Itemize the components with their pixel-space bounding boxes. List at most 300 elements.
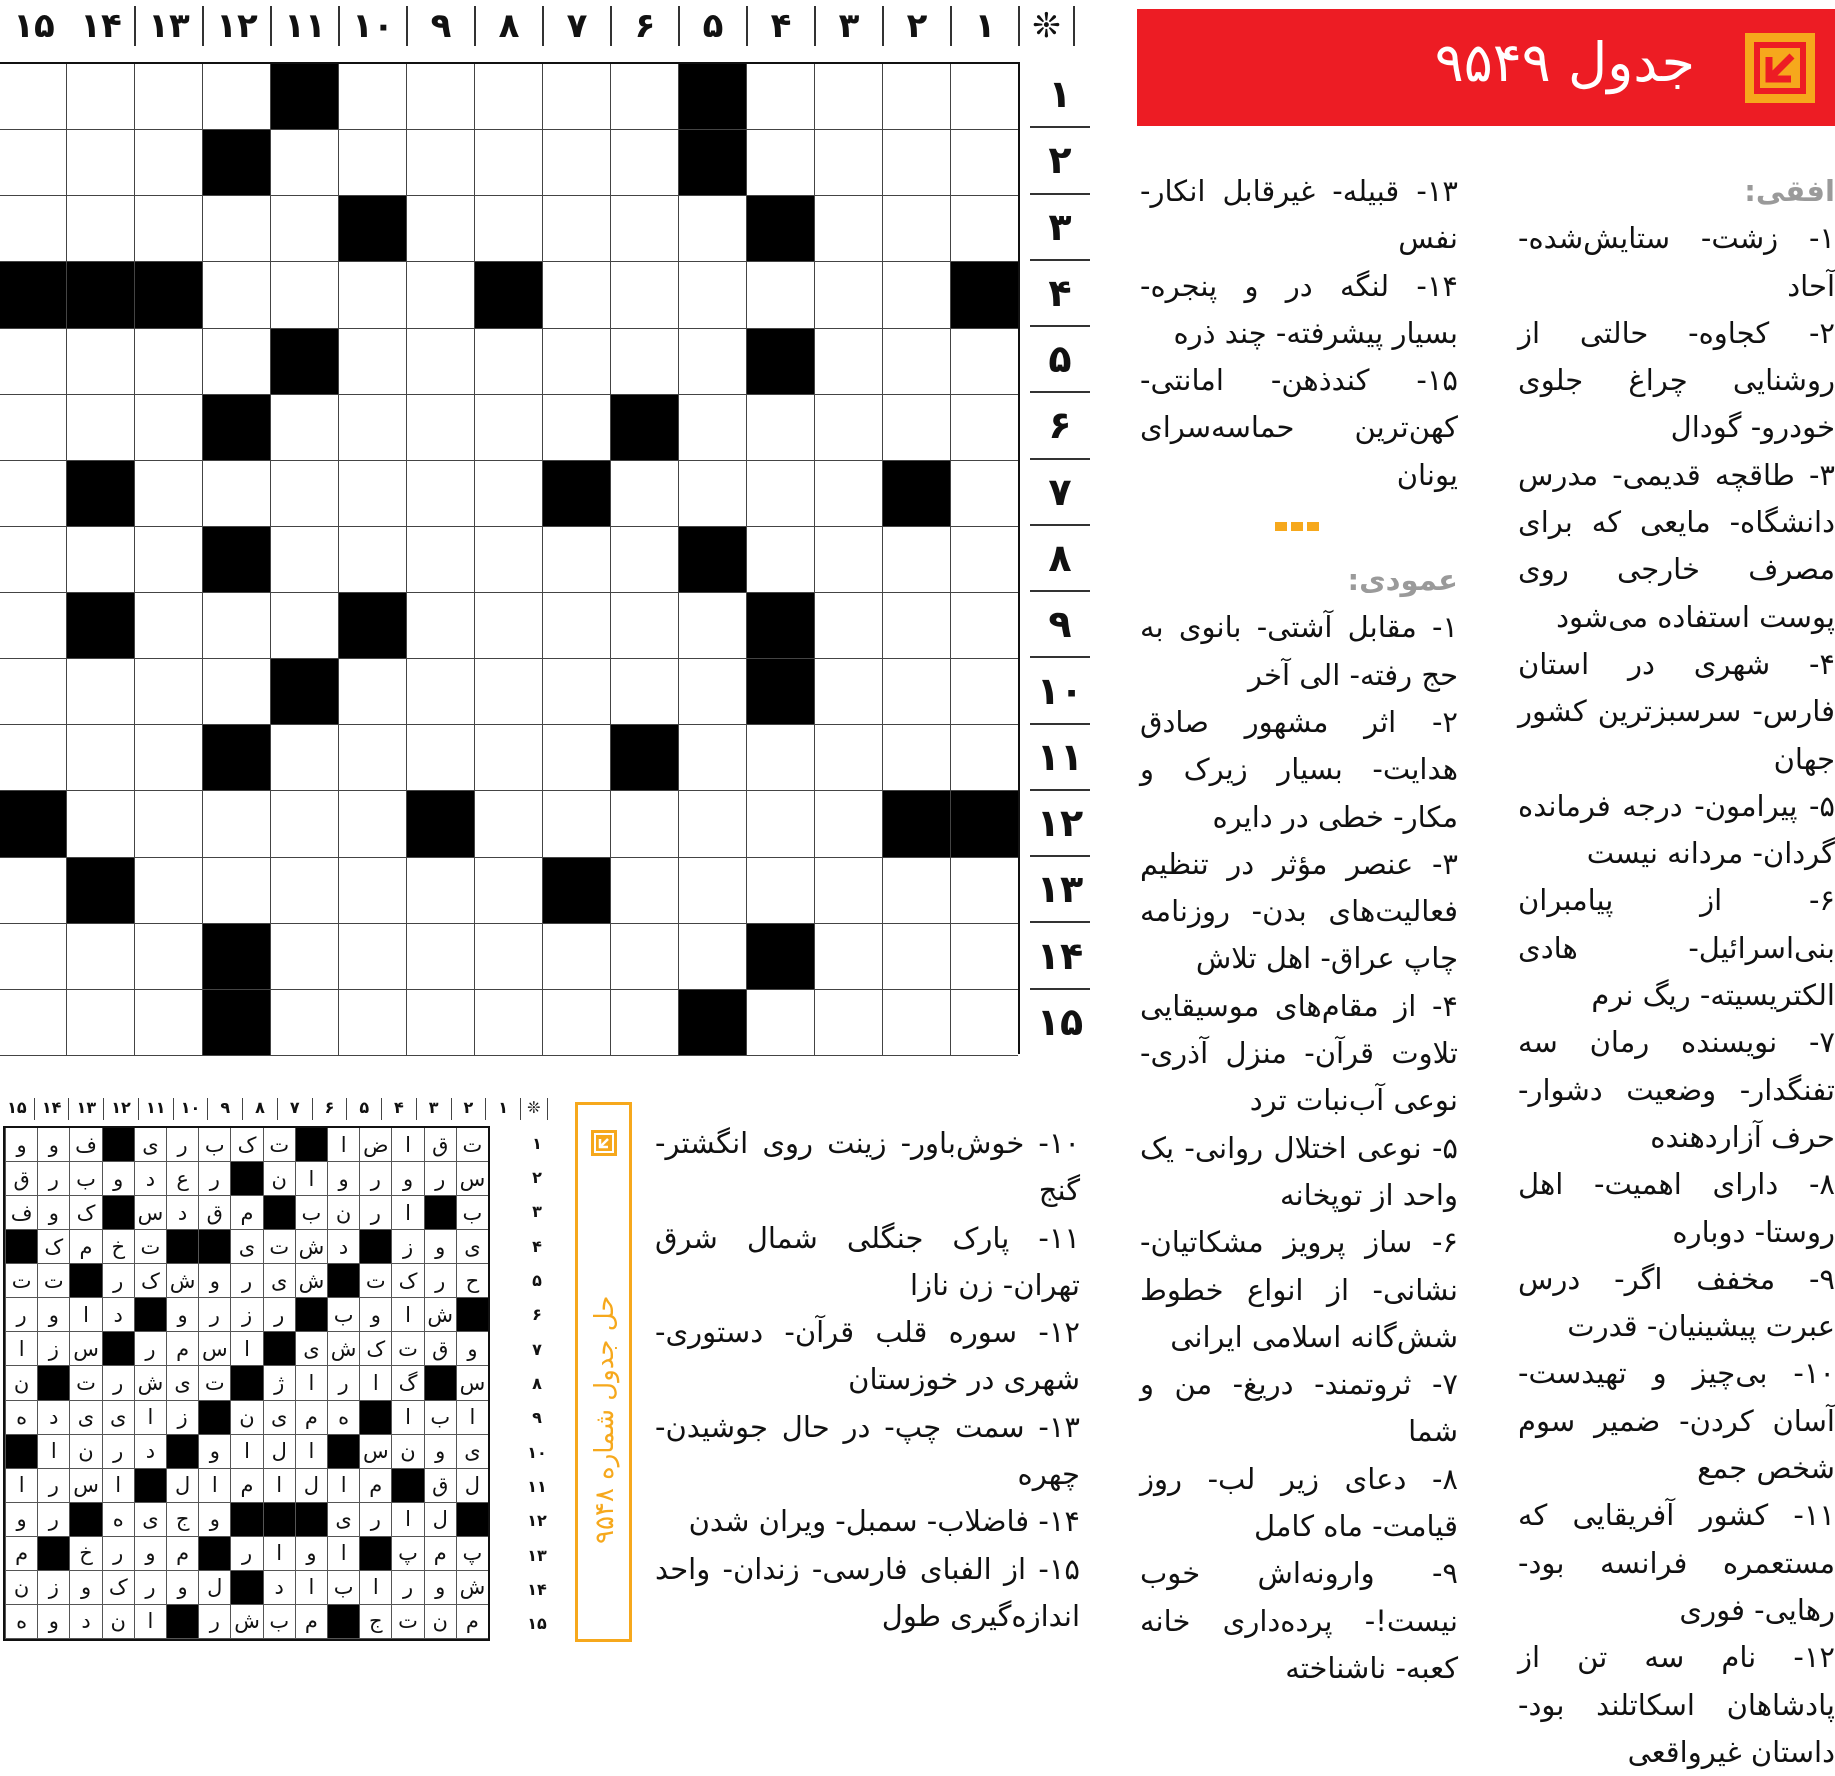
grid-square[interactable] xyxy=(270,130,338,196)
clue-vertical: ۵- نوعی اختلال روانی- یک واحد از توپخانه xyxy=(1140,1130,1458,1212)
grid-square[interactable] xyxy=(270,791,338,857)
grid-square[interactable] xyxy=(814,725,882,791)
solution-letter: ا xyxy=(134,1605,166,1639)
black-square xyxy=(270,64,338,130)
solution-letter: و xyxy=(359,1298,391,1332)
solution-column-number: ۷ xyxy=(278,1098,313,1120)
clue-vertical: ۳- عنصر مؤثر در تنظیم فعالیت‌های بدن- روزنامه چاپ عراق- اهل تلاش xyxy=(1140,846,1458,976)
solution-letter: ا xyxy=(391,1298,423,1332)
solution-letter: ژ xyxy=(263,1366,295,1400)
grid-square[interactable] xyxy=(882,593,950,659)
solution-black-square xyxy=(424,1366,456,1400)
grid-square[interactable] xyxy=(610,329,678,395)
grid-square[interactable] xyxy=(610,130,678,196)
grid-square[interactable] xyxy=(950,858,1018,924)
grid-square[interactable] xyxy=(66,527,134,593)
grid-square[interactable] xyxy=(270,527,338,593)
column-number: ۸ xyxy=(476,6,544,46)
solution-black-square xyxy=(102,1332,134,1366)
grid-square[interactable] xyxy=(338,130,406,196)
solution-letter: ب xyxy=(69,1162,101,1196)
grid-square[interactable] xyxy=(678,791,746,857)
grid-square[interactable] xyxy=(814,64,882,130)
grid-square[interactable] xyxy=(746,461,814,527)
grid-square[interactable] xyxy=(134,725,202,791)
grid-square[interactable] xyxy=(134,196,202,262)
grid-square[interactable] xyxy=(406,130,474,196)
solution-black-square xyxy=(69,1264,101,1298)
grid-square[interactable] xyxy=(270,593,338,659)
grid-square[interactable] xyxy=(66,64,134,130)
solution-black-square xyxy=(391,1469,423,1503)
clue-vertical: ۹- وارونه‌اش خوب نیست!- پرده‌داری خانه کعبه- ناشناخته xyxy=(1140,1556,1458,1685)
grid-square[interactable] xyxy=(0,130,66,196)
grid-square[interactable] xyxy=(66,924,134,990)
solution-letter: ی xyxy=(134,1128,166,1162)
grid-square[interactable] xyxy=(134,659,202,725)
grid-square[interactable] xyxy=(814,395,882,461)
grid-square[interactable] xyxy=(746,262,814,328)
solution-letter: ح xyxy=(456,1264,488,1298)
solution-black-square xyxy=(327,1435,359,1469)
solution-column-number: ۶ xyxy=(313,1098,348,1120)
grid-square[interactable] xyxy=(610,64,678,130)
grid-square[interactable] xyxy=(814,196,882,262)
grid-square[interactable] xyxy=(542,130,610,196)
black-square xyxy=(338,196,406,262)
grid-square[interactable] xyxy=(542,725,610,791)
grid-square[interactable] xyxy=(338,924,406,990)
grid-square[interactable] xyxy=(950,527,1018,593)
grid-square[interactable] xyxy=(202,858,270,924)
solution-letter: ت xyxy=(391,1605,423,1639)
grid-square[interactable] xyxy=(202,64,270,130)
grid-square[interactable] xyxy=(474,527,542,593)
grid-square[interactable] xyxy=(814,593,882,659)
grid-square[interactable] xyxy=(474,196,542,262)
solution-letter: ز xyxy=(37,1571,69,1605)
black-square xyxy=(202,725,270,791)
corner-symbol: ❊ xyxy=(1020,6,1075,46)
grid-square[interactable] xyxy=(406,461,474,527)
grid-square[interactable] xyxy=(610,858,678,924)
grid-square[interactable] xyxy=(474,858,542,924)
grid-square[interactable] xyxy=(678,262,746,328)
column-number: ۶ xyxy=(612,6,680,46)
grid-square[interactable] xyxy=(474,659,542,725)
solution-column-number: ۳ xyxy=(417,1098,452,1120)
grid-square[interactable] xyxy=(338,64,406,130)
grid-square[interactable] xyxy=(134,461,202,527)
grid-square[interactable] xyxy=(542,593,610,659)
grid-square[interactable] xyxy=(270,395,338,461)
row-number: ۱۳ xyxy=(1030,857,1090,923)
grid-square[interactable] xyxy=(814,262,882,328)
grid-square[interactable] xyxy=(678,395,746,461)
solution-row-number: ۲ xyxy=(532,1167,542,1187)
grid-square[interactable] xyxy=(270,196,338,262)
grid-square[interactable] xyxy=(338,858,406,924)
grid-square[interactable] xyxy=(814,461,882,527)
grid-square[interactable] xyxy=(0,924,66,990)
grid-square[interactable] xyxy=(678,329,746,395)
grid-square[interactable] xyxy=(202,329,270,395)
solution-letter: ا xyxy=(327,1128,359,1162)
grid-square[interactable] xyxy=(202,262,270,328)
grid-square[interactable] xyxy=(814,791,882,857)
grid-square[interactable] xyxy=(882,527,950,593)
clue-horizontal: ۶- از پیامبران بنی‌اسرائیل- هادی الکتریسیته- ریگ نرم xyxy=(1518,883,1835,1013)
solution-letter: و xyxy=(295,1537,327,1571)
grid-square[interactable] xyxy=(678,461,746,527)
solution-letter: ا xyxy=(295,1435,327,1469)
grid-square[interactable] xyxy=(474,924,542,990)
grid-square[interactable] xyxy=(882,130,950,196)
grid-square[interactable] xyxy=(678,924,746,990)
solution-letter: ف xyxy=(69,1128,101,1162)
solution-black-square xyxy=(102,1128,134,1162)
grid-square[interactable] xyxy=(134,329,202,395)
grid-square[interactable] xyxy=(66,990,134,1056)
black-square xyxy=(66,858,134,924)
solution-letter: ز xyxy=(230,1298,262,1332)
grid-square[interactable] xyxy=(0,64,66,130)
solution-letter: ا xyxy=(5,1332,37,1366)
grid-square[interactable] xyxy=(678,593,746,659)
solution-letter: و xyxy=(134,1537,166,1571)
grid-square[interactable] xyxy=(406,527,474,593)
grid-square[interactable] xyxy=(406,395,474,461)
solution-letter: ل xyxy=(263,1435,295,1469)
grid-square[interactable] xyxy=(338,527,406,593)
grid-square[interactable] xyxy=(338,659,406,725)
grid-square[interactable] xyxy=(0,593,66,659)
grid-square[interactable] xyxy=(338,329,406,395)
grid-square[interactable] xyxy=(134,395,202,461)
grid-square[interactable] xyxy=(66,395,134,461)
grid-square[interactable] xyxy=(542,395,610,461)
clue-vertical: ۲- اثر مشهور صادق هدایت- بسیار زیرک و مکار- خطی در دایره xyxy=(1140,704,1458,834)
grid-square[interactable] xyxy=(270,990,338,1056)
grid-square[interactable] xyxy=(0,329,66,395)
grid-square[interactable] xyxy=(746,527,814,593)
solution-black-square xyxy=(198,1230,230,1264)
clue-vertical: ۱۰- خوش‌باور- زینت روی انگشتر- گنج xyxy=(655,1126,1080,1208)
solution-column-number: ۱۴ xyxy=(35,1098,70,1120)
solution-letter: ر xyxy=(359,1503,391,1537)
grid-square[interactable] xyxy=(814,858,882,924)
grid-square[interactable] xyxy=(66,659,134,725)
grid-square[interactable] xyxy=(882,395,950,461)
grid-square[interactable] xyxy=(542,329,610,395)
grid-square[interactable] xyxy=(202,593,270,659)
solution-letter: و xyxy=(198,1435,230,1469)
grid-square[interactable] xyxy=(610,196,678,262)
grid-square[interactable] xyxy=(406,262,474,328)
black-square xyxy=(746,924,814,990)
grid-square[interactable] xyxy=(474,64,542,130)
grid-square[interactable] xyxy=(882,64,950,130)
grid-square[interactable] xyxy=(0,395,66,461)
grid-square[interactable] xyxy=(814,329,882,395)
solution-letter: د xyxy=(37,1401,69,1435)
grid-square[interactable] xyxy=(610,461,678,527)
grid-square[interactable] xyxy=(202,791,270,857)
grid-square[interactable] xyxy=(202,659,270,725)
solution-letter: د xyxy=(263,1571,295,1605)
grid-square[interactable] xyxy=(950,196,1018,262)
grid-square[interactable] xyxy=(406,593,474,659)
grid-square[interactable] xyxy=(542,196,610,262)
clue-horizontal: ۱۲- نام سه تن از پادشاهان اسکاتلند بود- داستان غیرواقعی xyxy=(1518,1640,1835,1769)
grid-square[interactable] xyxy=(338,725,406,791)
grid-square[interactable] xyxy=(678,196,746,262)
grid-square[interactable] xyxy=(882,196,950,262)
grid-square[interactable] xyxy=(610,924,678,990)
grid-square[interactable] xyxy=(882,924,950,990)
grid-square[interactable] xyxy=(474,593,542,659)
grid-square[interactable] xyxy=(610,593,678,659)
grid-square[interactable] xyxy=(134,593,202,659)
solution-black-square xyxy=(359,1230,391,1264)
solution-column-number: ۱۱ xyxy=(139,1098,174,1120)
grid-square[interactable] xyxy=(134,527,202,593)
grid-square[interactable] xyxy=(610,262,678,328)
grid-square[interactable] xyxy=(66,725,134,791)
solution-letter: ش xyxy=(295,1230,327,1264)
grid-square[interactable] xyxy=(610,791,678,857)
solution-letter: ج xyxy=(166,1503,198,1537)
grid-square[interactable] xyxy=(814,130,882,196)
grid-square[interactable] xyxy=(270,924,338,990)
grid-square[interactable] xyxy=(746,990,814,1056)
solution-letter: ت xyxy=(198,1366,230,1400)
grid-square[interactable] xyxy=(882,858,950,924)
grid-square[interactable] xyxy=(66,791,134,857)
grid-square[interactable] xyxy=(66,329,134,395)
grid-square[interactable] xyxy=(474,461,542,527)
solution-letter: ت xyxy=(263,1128,295,1162)
grid-square[interactable] xyxy=(0,990,66,1056)
solution-row-number: ۸ xyxy=(532,1373,542,1393)
solution-letter: ن xyxy=(327,1196,359,1230)
grid-square[interactable] xyxy=(66,130,134,196)
solution-letter: د xyxy=(134,1435,166,1469)
solution-letter: و xyxy=(198,1264,230,1298)
clue-horizontal: ۲- کجاوه- حالتی از روشنایی چراغ جلوی خودرو- گودال xyxy=(1518,315,1835,445)
grid-square[interactable] xyxy=(950,64,1018,130)
grid-square[interactable] xyxy=(338,395,406,461)
grid-square[interactable] xyxy=(950,130,1018,196)
solution-letter: م xyxy=(166,1537,198,1571)
solution-row-number: ۴ xyxy=(532,1236,542,1256)
solution-letter: و xyxy=(456,1332,488,1366)
grid-square[interactable] xyxy=(270,461,338,527)
grid-square[interactable] xyxy=(610,659,678,725)
solution-letter: ن xyxy=(69,1435,101,1469)
grid-square[interactable] xyxy=(746,858,814,924)
grid-square[interactable] xyxy=(134,990,202,1056)
grid-square[interactable] xyxy=(950,329,1018,395)
grid-square[interactable] xyxy=(406,990,474,1056)
grid-square[interactable] xyxy=(814,924,882,990)
solution-black-square xyxy=(5,1435,37,1469)
grid-square[interactable] xyxy=(406,64,474,130)
grid-square[interactable] xyxy=(474,990,542,1056)
grid-square[interactable] xyxy=(542,990,610,1056)
solution-letter: ر xyxy=(37,1469,69,1503)
grid-square[interactable] xyxy=(134,791,202,857)
grid-square[interactable] xyxy=(814,990,882,1056)
grid-square[interactable] xyxy=(406,725,474,791)
solution-black-square xyxy=(166,1435,198,1469)
grid-square[interactable] xyxy=(134,130,202,196)
grid-square[interactable] xyxy=(950,924,1018,990)
solution-letter: ا xyxy=(134,1401,166,1435)
grid-square[interactable] xyxy=(0,858,66,924)
grid-square[interactable] xyxy=(542,527,610,593)
solution-black-square xyxy=(295,1503,327,1537)
grid-square[interactable] xyxy=(406,924,474,990)
grid-square[interactable] xyxy=(678,858,746,924)
black-square xyxy=(542,858,610,924)
solution-letter: س xyxy=(359,1435,391,1469)
grid-square[interactable] xyxy=(950,593,1018,659)
grid-square[interactable] xyxy=(270,262,338,328)
black-square xyxy=(66,262,134,328)
grid-square[interactable] xyxy=(882,659,950,725)
grid-square[interactable] xyxy=(0,725,66,791)
grid-square[interactable] xyxy=(950,990,1018,1056)
grid-square[interactable] xyxy=(270,858,338,924)
grid-square[interactable] xyxy=(270,725,338,791)
grid-square[interactable] xyxy=(338,262,406,328)
solution-letter: ز xyxy=(166,1401,198,1435)
column-number: ۱۴ xyxy=(68,6,136,46)
clue-vertical: ۱۲- سوره قلب قرآن- دستوری- شهری در خوزستان xyxy=(655,1315,1080,1397)
column-number: ۹ xyxy=(408,6,476,46)
grid-square[interactable] xyxy=(882,725,950,791)
grid-square[interactable] xyxy=(542,659,610,725)
solution-row-number: ۱۲ xyxy=(527,1511,547,1531)
grid-square[interactable] xyxy=(474,329,542,395)
horizontal-heading: افقی: xyxy=(1744,174,1835,208)
grid-square[interactable] xyxy=(678,659,746,725)
grid-square[interactable] xyxy=(882,262,950,328)
grid-square[interactable] xyxy=(0,196,66,262)
grid-square[interactable] xyxy=(474,395,542,461)
solution-letter: ش xyxy=(295,1264,327,1298)
solution-letter: ر xyxy=(134,1571,166,1605)
solution-black-square xyxy=(69,1503,101,1537)
solution-letter: ن xyxy=(230,1401,262,1435)
grid-square[interactable] xyxy=(134,858,202,924)
grid-square[interactable] xyxy=(814,527,882,593)
grid-square[interactable] xyxy=(814,659,882,725)
solution-black-square xyxy=(327,1264,359,1298)
solution-letter: ل xyxy=(166,1469,198,1503)
solution-letter: و xyxy=(37,1298,69,1332)
grid-square[interactable] xyxy=(542,64,610,130)
clue-vertical: ۸- دعای زیر لب- روز قیامت- ماه کامل xyxy=(1140,1461,1458,1544)
grid-square[interactable] xyxy=(950,461,1018,527)
grid-square[interactable] xyxy=(746,395,814,461)
grid-square[interactable] xyxy=(202,461,270,527)
row-number: ۱۱ xyxy=(1030,725,1090,791)
grid-square[interactable] xyxy=(474,130,542,196)
solution-letter: و xyxy=(37,1605,69,1639)
solution-letter: ر xyxy=(230,1264,262,1298)
grid-square[interactable] xyxy=(542,262,610,328)
grid-square[interactable] xyxy=(202,196,270,262)
grid-square[interactable] xyxy=(950,395,1018,461)
grid-square[interactable] xyxy=(746,791,814,857)
column-number: ۱۳ xyxy=(136,6,204,46)
grid-square[interactable] xyxy=(406,196,474,262)
grid-square[interactable] xyxy=(542,924,610,990)
grid-square[interactable] xyxy=(0,659,66,725)
black-square xyxy=(678,990,746,1056)
solution-letter: و xyxy=(102,1162,134,1196)
black-square xyxy=(66,461,134,527)
solution-letter: ق xyxy=(424,1469,456,1503)
grid-square[interactable] xyxy=(474,791,542,857)
clue-horizontal: ۱۱- کشور آفریقایی که مستعمره فرانسه بود- رهایی- فوری xyxy=(1518,1498,1835,1627)
grid-square[interactable] xyxy=(610,990,678,1056)
grid-square[interactable] xyxy=(542,791,610,857)
clue-vertical: ۴- از مقام‌های موسیقایی تلاوت قرآن- منزل آذری- نوعی آب‌نبات ترد xyxy=(1140,988,1458,1118)
grid-square[interactable] xyxy=(406,329,474,395)
grid-square[interactable] xyxy=(0,527,66,593)
solution-letter: ر xyxy=(424,1264,456,1298)
solution-letter: س xyxy=(69,1469,101,1503)
grid-square[interactable] xyxy=(950,659,1018,725)
grid-square[interactable] xyxy=(0,461,66,527)
grid-square[interactable] xyxy=(746,725,814,791)
grid-square[interactable] xyxy=(882,329,950,395)
solution-letter: س xyxy=(134,1196,166,1230)
grid-square[interactable] xyxy=(406,659,474,725)
solution-letter: س xyxy=(456,1366,488,1400)
grid-square[interactable] xyxy=(474,725,542,791)
grid-square[interactable] xyxy=(134,64,202,130)
grid-square[interactable] xyxy=(746,64,814,130)
grid-square[interactable] xyxy=(950,725,1018,791)
solution-letter: ر xyxy=(198,1298,230,1332)
solution-letter: ر xyxy=(5,1298,37,1332)
grid-square[interactable] xyxy=(134,924,202,990)
solution-letter: ل xyxy=(295,1469,327,1503)
grid-square[interactable] xyxy=(338,461,406,527)
grid-square[interactable] xyxy=(406,858,474,924)
solution-letter: ک xyxy=(102,1571,134,1605)
grid-square[interactable] xyxy=(610,527,678,593)
column-header xyxy=(0,0,1075,52)
solution-letter: ب xyxy=(456,1196,488,1230)
grid-square[interactable] xyxy=(66,196,134,262)
solution-letter: ت xyxy=(37,1264,69,1298)
solution-row-number: ۱۳ xyxy=(527,1545,547,1565)
grid-square[interactable] xyxy=(338,990,406,1056)
column-number: ۷ xyxy=(544,6,612,46)
grid-square[interactable] xyxy=(746,130,814,196)
solution-letter: ر xyxy=(198,1605,230,1639)
solution-letter: و xyxy=(5,1503,37,1537)
clue-horizontal: ۱۴- لنگه در و پنجره- بسیار پیشرفته- چند ذره xyxy=(1140,268,1458,350)
grid-square[interactable] xyxy=(338,791,406,857)
grid-square[interactable] xyxy=(882,990,950,1056)
grid-square[interactable] xyxy=(678,725,746,791)
